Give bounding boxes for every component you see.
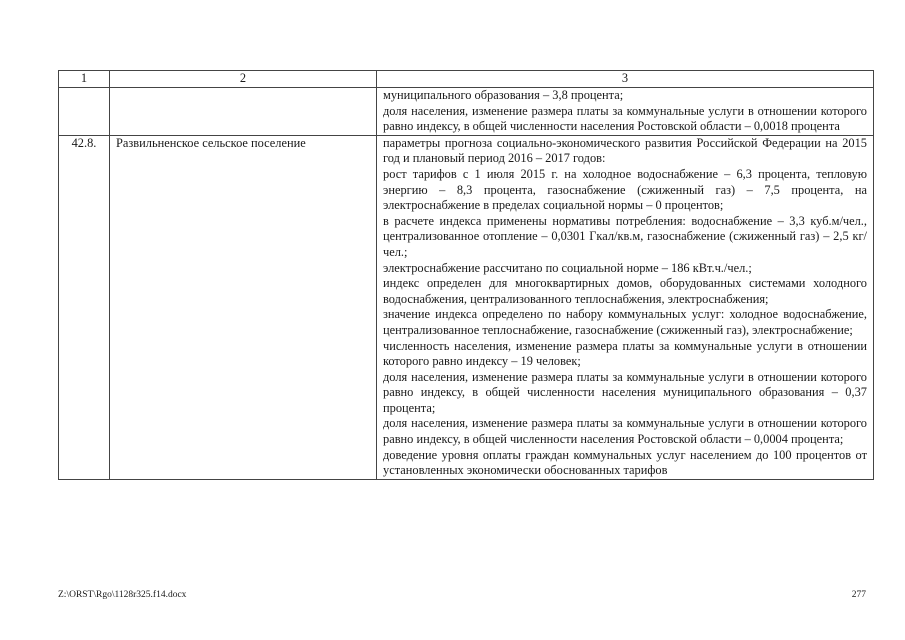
row-number: 42.8. [59,135,110,479]
header-col-3: 3 [377,71,874,88]
description-paragraph: индекс определен для многоквартирных домов, оборудованных системами холодного водоснабжения, централизованного теплоснабжения, электроснабжения; [383,276,867,306]
row-description [377,88,874,136]
header-col-1: 1 [59,71,110,88]
row-number [59,88,110,136]
header-col-2: 2 [110,71,377,88]
table-header-row [59,71,874,88]
row-municipality [110,88,377,136]
description-paragraph: доля населения, изменение размера платы за коммунальные услуги в отношении которого равно индексу, в общей численности населения Ростовской области – 0,0018 процента [383,103,867,134]
description-paragraph: в расчете индекса применены нормативы потребления: водоснабжение – 3,3 куб.м/чел., централизованное отопление – 0,0301 Гкал/кв.м, газоснабжение (сжиженный газ) – 2,5 кг/чел.; [383,213,867,259]
footer-page-number: 277 [851,590,866,600]
table-row [59,88,874,136]
table-row [59,135,874,479]
footer-file-path: Z:\ORST\Rgo\1128r325.f14.docx [58,590,187,600]
description-paragraph: численность населения, изменение размера платы за коммунальные услуги в отношении которого равно индексу – 19 человек; [383,338,867,369]
row-description [377,135,874,479]
document-table [58,70,874,480]
description-paragraph: рост тарифов с 1 июля 2015 г. на холодное водоснабжение – 6,3 процента, тепловую энергию – 8,3 процента, газоснабжение (сжиженный газ) – 7,5 процента, на электроснабжение в пределах социальной нормы – 0 процентов; [383,166,867,213]
row-municipality: Развильненское сельское поселение [110,135,377,479]
description-paragraph: муниципального образования – 3,8 процента; [383,88,624,102]
description-paragraph: электроснабжение рассчитано по социальной норме – 186 кВт.ч./чел.; [383,260,752,275]
description-paragraph: доля населения, изменение размера платы за коммунальные услуги в отношении которого равно индексу, в общей численности населения муниципального образования – 0,37 процента; [383,369,867,415]
description-paragraph: параметры прогноза социально-экономического развития Российской Федерации на 2015 год и плановый период 2016 – 2017 годов: [383,135,867,166]
description-paragraph: доведение уровня оплаты граждан коммунальных услуг населением до 100 процентов от установленных экономически обоснованных тарифов [383,447,867,478]
description-paragraph: значение индекса определено по набору коммунальных услуг: холодное водоснабжение, централизованное теплоснабжение, газоснабжение (сжиженный газ), электроснабжение; [383,307,867,337]
description-paragraph: доля населения, изменение размера платы за коммунальные услуги в отношении которого равно индексу, в общей численности населения Ростовской области – 0,0004 процента; [383,416,867,447]
